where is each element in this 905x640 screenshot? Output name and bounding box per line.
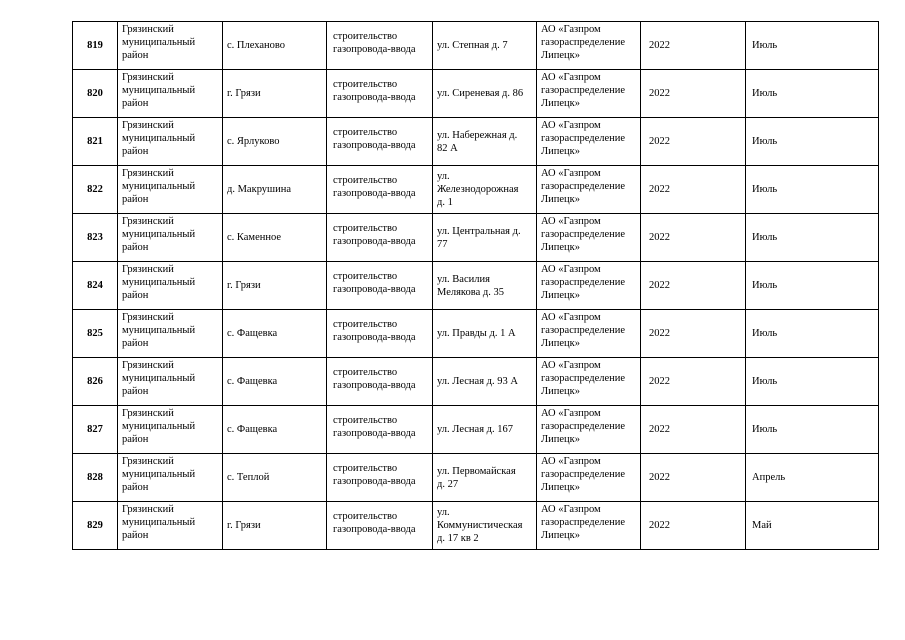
org-text: АО «Газпром газораспределение Липецк»: [541, 120, 626, 157]
address-cell: [433, 70, 537, 118]
address-cell: [433, 454, 537, 502]
table-row: [73, 70, 879, 118]
work-type-cell: [327, 454, 433, 502]
settlement-text: с. Фащевка: [227, 424, 278, 435]
month-cell: [746, 166, 879, 214]
district-text: Грязинский муниципальный район: [122, 360, 196, 397]
row-number: [73, 22, 118, 70]
year-cell: [641, 262, 746, 310]
month-cell: [746, 406, 879, 454]
organization-cell: [537, 166, 641, 214]
year-cell: [641, 502, 746, 550]
year-text: 2022: [649, 88, 670, 99]
org-text: АО «Газпром газораспределение Липецк»: [541, 408, 626, 445]
work-type-cell: [327, 166, 433, 214]
district-text: Грязинский муниципальный район: [122, 72, 196, 109]
address-cell: [433, 166, 537, 214]
district-cell: [118, 502, 223, 550]
month-text: Июль: [752, 376, 778, 387]
settlement-cell: [223, 214, 327, 262]
work-type-cell: [327, 214, 433, 262]
num-text: 823: [87, 232, 103, 243]
organization-cell: [537, 502, 641, 550]
table-body: [73, 22, 879, 550]
month-cell: [746, 22, 879, 70]
district-text: Грязинский муниципальный район: [122, 312, 196, 349]
address-text: ул. Василия Мелякова д. 35: [437, 273, 504, 298]
month-cell: [746, 454, 879, 502]
org-text: АО «Газпром газораспределение Липецк»: [541, 24, 626, 61]
table-row: [73, 502, 879, 550]
work-text: строительство газопровода-ввода: [333, 175, 416, 199]
month-cell: [746, 118, 879, 166]
org-text: АО «Газпром газораспределение Липецк»: [541, 504, 626, 541]
row-number: [73, 118, 118, 166]
year-text: 2022: [649, 232, 670, 243]
month-text: Апрель: [752, 472, 786, 483]
district-cell: [118, 118, 223, 166]
organization-cell: [537, 70, 641, 118]
district-cell: [118, 166, 223, 214]
settlement-text: с. Плеханово: [227, 40, 286, 51]
work-type-cell: [327, 358, 433, 406]
num-text: 829: [87, 520, 103, 531]
work-text: строительство газопровода-ввода: [333, 367, 416, 391]
district-text: Грязинский муниципальный район: [122, 408, 196, 445]
month-text: Май: [752, 520, 772, 531]
month-text: Июль: [752, 232, 778, 243]
row-number: [73, 502, 118, 550]
settlement-text: г. Грязи: [227, 520, 261, 531]
year-text: 2022: [649, 472, 670, 483]
month-text: Июль: [752, 184, 778, 195]
year-cell: [641, 118, 746, 166]
num-text: 827: [87, 424, 103, 435]
district-cell: [118, 70, 223, 118]
month-text: Июль: [752, 280, 778, 291]
address-text: ул. Степная д. 7: [437, 40, 508, 51]
row-number: [73, 166, 118, 214]
organization-cell: [537, 406, 641, 454]
table-row: [73, 262, 879, 310]
settlement-cell: [223, 118, 327, 166]
work-text: строительство газопровода-ввода: [333, 31, 416, 55]
settlement-text: с. Фащевка: [227, 328, 278, 339]
address-text: ул. Лесная д. 167: [437, 424, 513, 435]
work-text: строительство газопровода-ввода: [333, 511, 416, 535]
month-cell: [746, 262, 879, 310]
table-row: [73, 310, 879, 358]
year-text: 2022: [649, 136, 670, 147]
settlement-cell: [223, 406, 327, 454]
district-cell: [118, 406, 223, 454]
settlement-cell: [223, 502, 327, 550]
settlement-cell: [223, 22, 327, 70]
work-text: строительство газопровода-ввода: [333, 271, 416, 295]
address-cell: [433, 310, 537, 358]
district-cell: [118, 454, 223, 502]
table-row: [73, 358, 879, 406]
address-text: ул. Первомайская д. 27: [437, 465, 516, 490]
work-text: строительство газопровода-ввода: [333, 463, 416, 487]
settlement-text: с. Ярлуково: [227, 136, 280, 147]
settlement-cell: [223, 310, 327, 358]
address-text: ул. Правды д. 1 А: [437, 328, 516, 339]
district-cell: [118, 262, 223, 310]
organization-cell: [537, 22, 641, 70]
month-cell: [746, 502, 879, 550]
month-text: Июль: [752, 424, 778, 435]
row-number: [73, 310, 118, 358]
work-type-cell: [327, 406, 433, 454]
table-row: [73, 166, 879, 214]
district-cell: [118, 22, 223, 70]
year-text: 2022: [649, 424, 670, 435]
num-text: 828: [87, 472, 103, 483]
table-row: [73, 22, 879, 70]
work-type-cell: [327, 310, 433, 358]
district-text: Грязинский муниципальный район: [122, 456, 196, 493]
organization-cell: [537, 454, 641, 502]
address-cell: [433, 406, 537, 454]
year-text: 2022: [649, 328, 670, 339]
district-text: Грязинский муниципальный район: [122, 264, 196, 301]
org-text: АО «Газпром газораспределение Липецк»: [541, 312, 626, 349]
work-text: строительство газопровода-ввода: [333, 415, 416, 439]
row-number: [73, 358, 118, 406]
org-text: АО «Газпром газораспределение Липецк»: [541, 216, 626, 253]
num-text: 820: [87, 88, 103, 99]
year-cell: [641, 310, 746, 358]
organization-cell: [537, 214, 641, 262]
organization-cell: [537, 358, 641, 406]
month-text: Июль: [752, 88, 778, 99]
work-type-cell: [327, 70, 433, 118]
row-number: [73, 214, 118, 262]
address-cell: [433, 262, 537, 310]
year-text: 2022: [649, 520, 670, 531]
num-text: 821: [87, 136, 103, 147]
settlement-text: с. Фащевка: [227, 376, 278, 387]
org-text: АО «Газпром газораспределение Липецк»: [541, 360, 626, 397]
num-text: 824: [87, 280, 103, 291]
address-text: ул. Лесная д. 93 А: [437, 376, 518, 387]
settlement-text: д. Макрушина: [227, 184, 292, 195]
year-text: 2022: [649, 376, 670, 387]
table-row: [73, 454, 879, 502]
year-text: 2022: [649, 40, 670, 51]
settlement-text: г. Грязи: [227, 88, 261, 99]
settlement-cell: [223, 262, 327, 310]
settlement-cell: [223, 358, 327, 406]
settlement-text: с. Каменное: [227, 232, 282, 243]
address-cell: [433, 358, 537, 406]
num-text: 826: [87, 376, 103, 387]
row-number: [73, 454, 118, 502]
org-text: АО «Газпром газораспределение Липецк»: [541, 72, 626, 109]
address-cell: [433, 22, 537, 70]
year-cell: [641, 406, 746, 454]
address-text: ул. Набережная д. 82 А: [437, 129, 518, 154]
district-text: Грязинский муниципальный район: [122, 168, 196, 205]
month-text: Июль: [752, 40, 778, 51]
org-text: АО «Газпром газораспределение Липецк»: [541, 168, 626, 205]
address-text: ул. Центральная д. 77: [437, 225, 521, 250]
organization-cell: [537, 262, 641, 310]
settlement-cell: [223, 454, 327, 502]
month-cell: [746, 70, 879, 118]
work-type-cell: [327, 262, 433, 310]
year-cell: [641, 70, 746, 118]
month-cell: [746, 358, 879, 406]
district-text: Грязинский муниципальный район: [122, 504, 196, 541]
year-text: 2022: [649, 184, 670, 195]
table-row: [73, 406, 879, 454]
num-text: 825: [87, 328, 103, 339]
district-cell: [118, 358, 223, 406]
organization-cell: [537, 118, 641, 166]
district-text: Грязинский муниципальный район: [122, 120, 196, 157]
table-row: [73, 118, 879, 166]
row-number: [73, 70, 118, 118]
work-type-cell: [327, 118, 433, 166]
organization-cell: [537, 310, 641, 358]
month-cell: [746, 310, 879, 358]
year-cell: [641, 358, 746, 406]
settlement-cell: [223, 70, 327, 118]
table-row: [73, 214, 879, 262]
district-text: Грязинский муниципальный район: [122, 216, 196, 253]
address-text: ул. Сиреневая д. 86: [437, 88, 524, 99]
settlement-cell: [223, 166, 327, 214]
district-cell: [118, 214, 223, 262]
address-text: ул. Коммунистическая д. 17 кв 2: [437, 507, 523, 544]
row-number: [73, 262, 118, 310]
work-text: строительство газопровода-ввода: [333, 223, 416, 247]
org-text: АО «Газпром газораспределение Липецк»: [541, 264, 626, 301]
settlement-text: с. Теплой: [227, 472, 270, 483]
year-cell: [641, 454, 746, 502]
work-type-cell: [327, 22, 433, 70]
month-cell: [746, 214, 879, 262]
gasification-table: [72, 21, 879, 550]
work-text: строительство газопровода-ввода: [333, 319, 416, 343]
district-cell: [118, 310, 223, 358]
address-cell: [433, 118, 537, 166]
year-cell: [641, 166, 746, 214]
num-text: 819: [87, 40, 103, 51]
year-cell: [641, 214, 746, 262]
address-text: ул. Железнодорожная д. 1: [437, 171, 519, 208]
org-text: АО «Газпром газораспределение Липецк»: [541, 456, 626, 493]
work-text: строительство газопровода-ввода: [333, 127, 416, 151]
row-number: [73, 406, 118, 454]
month-text: Июль: [752, 136, 778, 147]
address-cell: [433, 502, 537, 550]
year-text: 2022: [649, 280, 670, 291]
settlement-text: г. Грязи: [227, 280, 261, 291]
district-text: Грязинский муниципальный район: [122, 24, 196, 61]
num-text: 822: [87, 184, 103, 195]
work-type-cell: [327, 502, 433, 550]
year-cell: [641, 22, 746, 70]
month-text: Июль: [752, 328, 778, 339]
address-cell: [433, 214, 537, 262]
work-text: строительство газопровода-ввода: [333, 79, 416, 103]
